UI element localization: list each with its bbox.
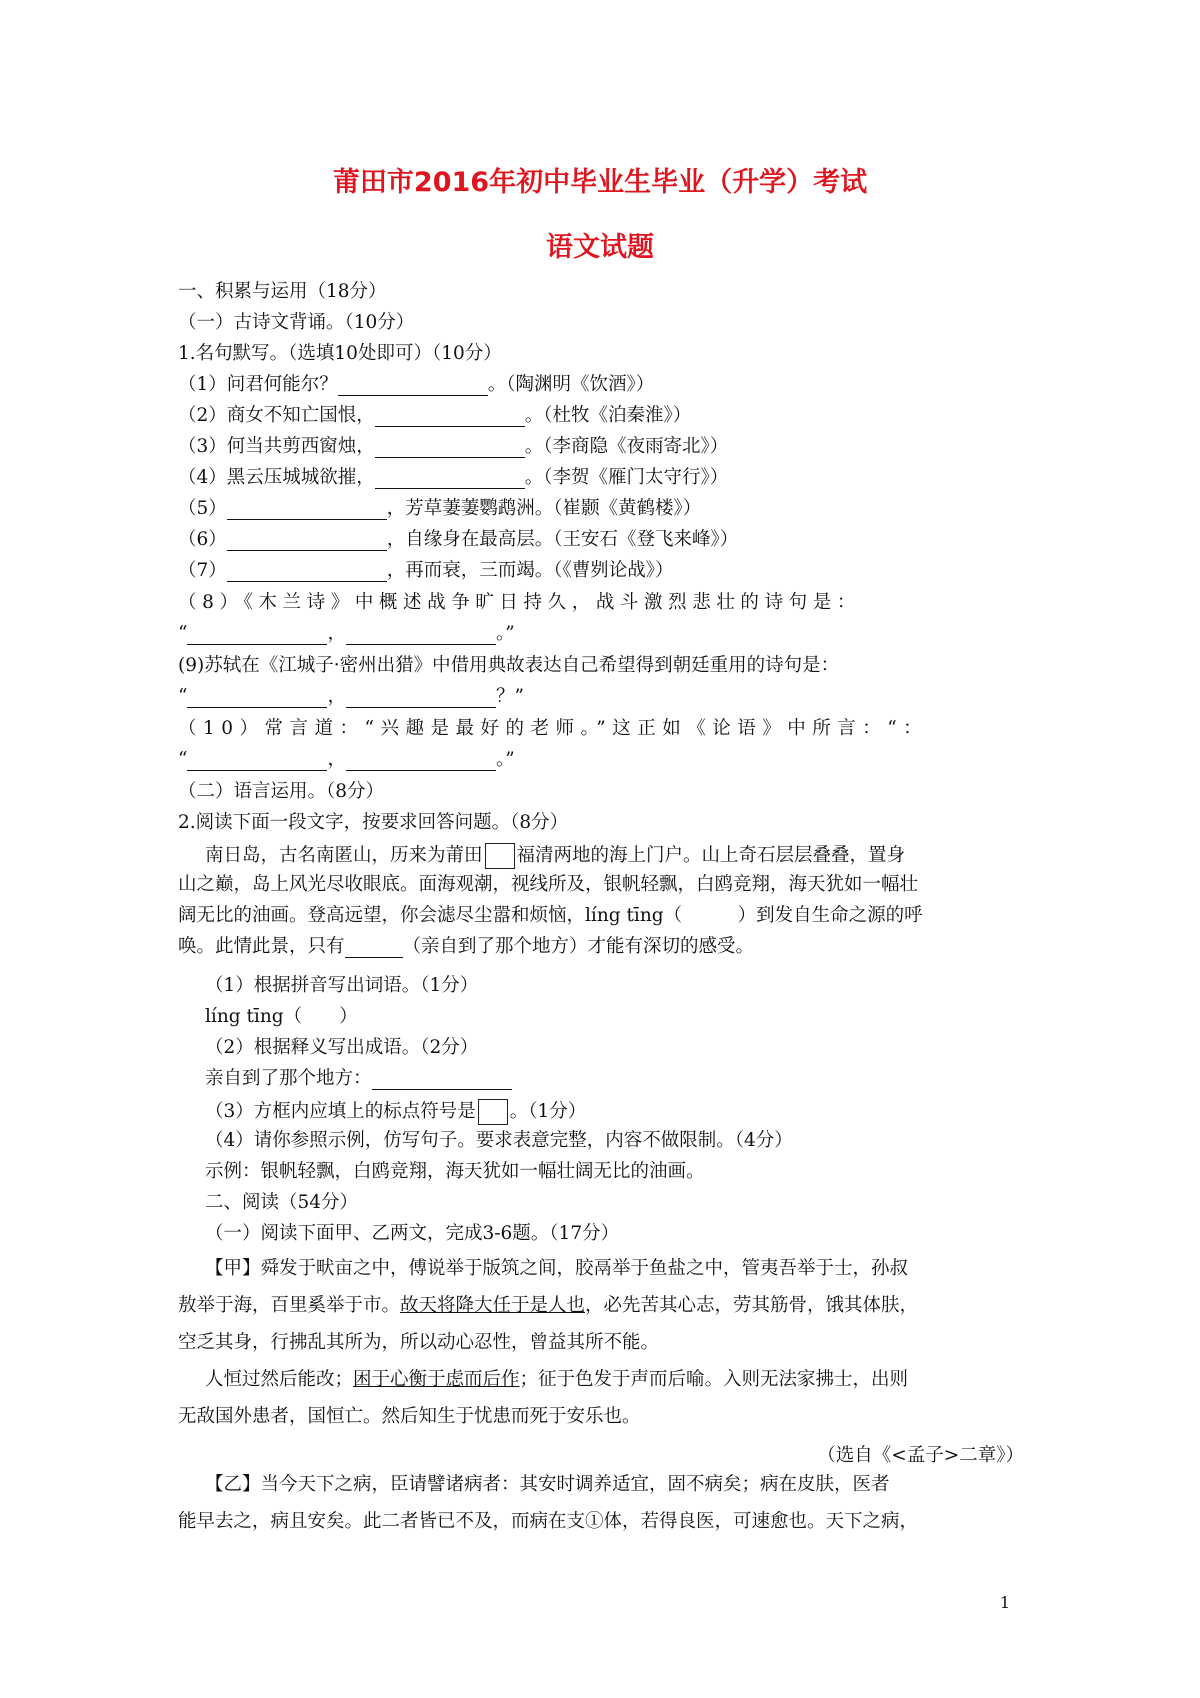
comma: ， <box>327 623 346 644</box>
q1-item-1 <box>178 374 654 396</box>
sub-answer-1: líng tīng（ ） <box>205 1006 358 1027</box>
quote-open: “ <box>178 749 188 770</box>
q1-item-8-prompt: （8）《木兰诗》中概述战争旷日持久，战斗激烈悲壮的诗句是： <box>178 592 861 613</box>
jia-text: 敖举于海，百里奚举于市。 <box>178 1295 401 1316</box>
answer-blank[interactable] <box>187 752 327 771</box>
quote-close: ？” <box>495 686 524 707</box>
punctuation-box[interactable] <box>485 843 515 869</box>
sub-question-1: （1）根据拼音写出词语。（1分） <box>205 975 479 996</box>
answer-blank[interactable] <box>375 439 525 458</box>
passage-line-3: 阔无比的油画。登高远望，你会滤尽尘嚣和烦恼，líng tīng（ ）到发自生命之源的呼 <box>178 905 923 926</box>
sub-question-3 <box>205 1099 586 1125</box>
passage-text: 福清两地的海上门户。山上奇石层层叠叠，置身 <box>516 845 906 866</box>
item-text: （2）商女不知亡国恨， <box>178 405 375 426</box>
part1-heading: （一）古诗文背诵。（10分） <box>178 312 415 333</box>
q1-item-8-answer <box>178 623 515 645</box>
jia-line-2 <box>178 1295 918 1317</box>
answer-blank[interactable] <box>346 689 496 708</box>
q1-item-2 <box>178 405 691 427</box>
quote-open: “ <box>178 623 188 644</box>
jia-line-5: 无敌国外患者，国恒亡。然后知生于忧患而死于安乐也。 <box>178 1406 641 1427</box>
sub-question-text: （3）方框内应填上的标点符号是 <box>205 1101 476 1122</box>
jia-text: ，必先苦其心志，劳其筋骨，饿其体肤， <box>585 1295 919 1316</box>
q1-item-10-answer <box>178 749 515 771</box>
item-text: ，芳草萋萋鹦鹉洲。（崔颢《黄鹤楼》） <box>386 498 702 519</box>
q1-heading: 1.名句默写。（选填10处即可）（10分） <box>178 343 502 364</box>
item-text: 。（陶渊明《饮酒》） <box>487 374 655 395</box>
item-text: 。（杜牧《泊秦淮》） <box>524 405 692 426</box>
exam-title: 莆田市2016年初中毕业生毕业（升学）考试 <box>332 167 868 198</box>
quote-close: 。” <box>495 623 515 644</box>
item-text: ，再而衰，三而竭。（《曹刿论战》） <box>386 560 674 581</box>
sub-question-text: 。（1分） <box>509 1101 587 1122</box>
sub-answer-label: 亲自到了那个地方： <box>205 1068 372 1089</box>
passage-line-4 <box>178 936 754 958</box>
q1-item-9-prompt: (9)苏轼在《江城子·密州出猎》中借用典故表达自己希望得到朝廷重用的诗句是： <box>178 655 840 676</box>
answer-blank[interactable] <box>372 1071 512 1090</box>
answer-blank[interactable] <box>345 939 403 958</box>
q1-item-9-answer <box>178 686 524 708</box>
quote-close: 。” <box>495 749 515 770</box>
item-text: （1）问君何能尔？ <box>178 374 338 395</box>
sub-answer-2 <box>205 1068 512 1090</box>
reading-part1-heading: （一）阅读下面甲、乙两文，完成3-6题。（17分） <box>205 1223 620 1244</box>
punctuation-box[interactable] <box>478 1099 508 1125</box>
subject-title: 语文试题 <box>546 232 654 263</box>
underlined-sentence: 困于心衡于虑而后作 <box>353 1369 520 1390</box>
item-text: （7） <box>178 560 227 581</box>
q1-item-5 <box>178 498 701 520</box>
underlined-sentence: 故天将降大任于是人也 <box>400 1295 586 1316</box>
item-text: 。（李贺《雁门太守行》） <box>524 467 729 488</box>
answer-blank[interactable] <box>187 689 327 708</box>
answer-blank[interactable] <box>227 563 387 582</box>
example-sentence: 示例：银帆轻飘，白鸥竞翔，海天犹如一幅壮阔无比的油画。 <box>205 1161 705 1182</box>
sub-question-4: （4）请你参照示例，仿写句子。要求表意完整，内容不做限制。（4分） <box>205 1130 793 1151</box>
passage-text: （亲自到了那个地方）才能有深切的感受。 <box>402 936 755 957</box>
q1-item-3 <box>178 436 728 458</box>
item-text: （3）何当共剪西窗烛， <box>178 436 375 457</box>
passage-line-1 <box>205 843 905 869</box>
jia-text: 人恒过然后能改； <box>205 1369 354 1390</box>
passage-text: 南日岛，古名南匿山，历来为莆田 <box>205 845 483 866</box>
quote-open: “ <box>178 686 188 707</box>
part2-heading: （二）语言运用。（8分） <box>178 781 385 802</box>
item-text: （4）黑云压城城欲摧， <box>178 467 375 488</box>
answer-blank[interactable] <box>346 752 496 771</box>
sub-question-2: （2）根据释义写出成语。（2分） <box>205 1037 479 1058</box>
answer-blank[interactable] <box>346 626 496 645</box>
answer-blank[interactable] <box>227 501 387 520</box>
item-text: （6） <box>178 529 227 550</box>
item-text: （5） <box>178 498 227 519</box>
passage-text: 唤。此情此景，只有 <box>178 936 345 957</box>
q1-item-4 <box>178 467 728 489</box>
q1-item-7 <box>178 560 674 582</box>
jia-line-4 <box>205 1369 908 1391</box>
jia-line-3: 空乏其身，行拂乱其所为，所以动心忍性，曾益其所不能。 <box>178 1332 660 1353</box>
answer-blank[interactable] <box>187 626 327 645</box>
section2-heading: 二、阅读（54分） <box>205 1192 359 1213</box>
item-text: 。（李商隐《夜雨寄北》） <box>524 436 729 457</box>
yi-line-2: 能早去之，病且安矣。此二者皆已不及，而病在支①体，若得良医，可速愈也。天下之病， <box>178 1511 919 1532</box>
yi-line-1: 【乙】当今天下之病，臣请譬诸病者：其安时调养适宜，固不病矣；病在皮肤，医者 <box>205 1474 890 1495</box>
comma: ， <box>327 686 346 707</box>
q1-item-10-prompt: （10）常言道：“兴趣是最好的老师。”这正如《论语》中所言：“： <box>178 718 929 739</box>
q1-item-6 <box>178 529 738 551</box>
answer-blank[interactable] <box>227 532 387 551</box>
page-number: 1 <box>999 1593 1010 1612</box>
answer-blank[interactable] <box>338 377 488 396</box>
q2-heading: 2.阅读下面一段文字，按要求回答问题。（8分） <box>178 812 569 833</box>
answer-blank[interactable] <box>375 408 525 427</box>
comma: ， <box>327 749 346 770</box>
section1-heading: 一、积累与运用（18分） <box>178 281 387 302</box>
jia-line-1: 【甲】舜发于畎亩之中，傅说举于版筑之间，胶鬲举于鱼盐之中，管夷吾举于士，孙叔 <box>205 1258 909 1279</box>
jia-source: （选自《<孟子>二章》） <box>817 1445 1024 1466</box>
answer-blank[interactable] <box>375 470 525 489</box>
jia-text: ；征于色发于声而后喻。入则无法家拂士，出则 <box>519 1369 909 1390</box>
passage-line-2: 山之巅，岛上风光尽收眼底。面海观潮，视线所及，银帆轻飘，白鸥竞翔，海天犹如一幅壮 <box>178 874 919 895</box>
item-text: ，自缘身在最高层。（王安石《登飞来峰》） <box>386 529 739 550</box>
